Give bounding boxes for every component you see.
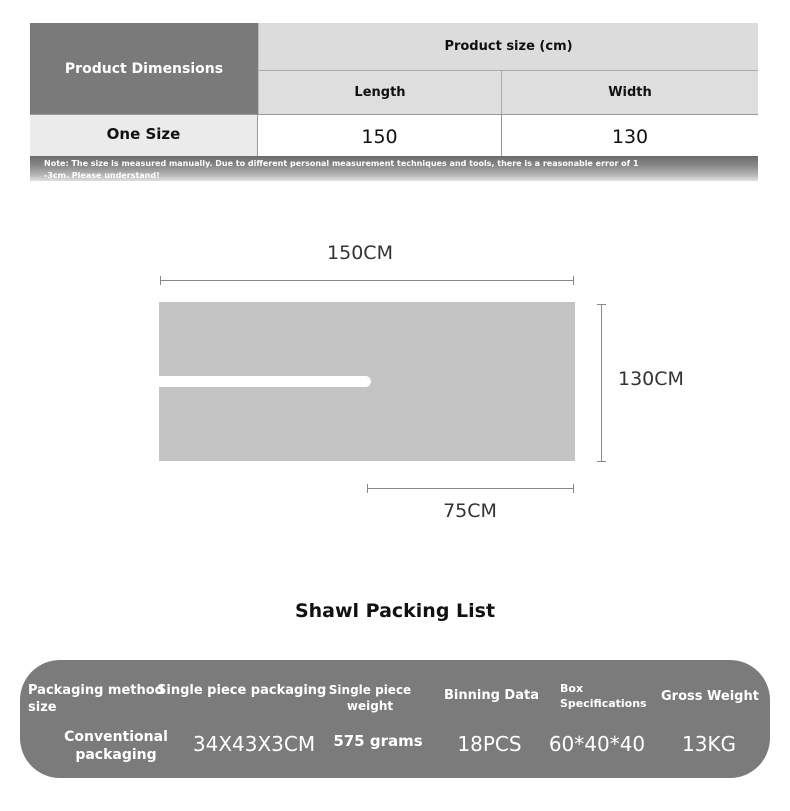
packing-list-box [20,660,770,778]
length-line-left-tick [160,276,161,285]
header-weight-line1: Single piece [328,683,412,697]
length-line-right-tick [573,276,574,285]
header-box-specifications [560,681,647,711]
one-size-row-label: One Size [30,114,258,159]
packing-list-title: Shawl Packing List [294,600,496,622]
value-packaging-method [56,728,176,764]
width-value: 130 [502,114,758,159]
width-column-header: Width [502,71,758,114]
length-column-header: Length [258,71,502,114]
value-gross-weight: 13KG [681,732,737,756]
product-size-header: Product size (cm) [258,23,758,71]
value-method-line1: Conventional [64,729,168,745]
slit-line-right-tick [573,484,574,493]
width-dimension-line [601,304,602,462]
header-gross-weight: Gross Weight [661,689,759,704]
width-dimension-label: 130CM [618,368,684,390]
note-line-2: -3cm. Please understand! [44,171,160,180]
note-line-1: Note: The size is measured manually. Due to different personal measurement techniques and tools, there is a reasonable error of 1 [44,159,639,168]
product-dimensions-header: Product Dimensions [30,23,258,114]
length-dimension-line [160,280,574,281]
slit-dimension-line [367,488,574,489]
header-single-piece-packaging: Single piece packaging [157,683,327,698]
length-value: 150 [258,114,502,159]
header-packaging-method-line2: size [28,700,57,715]
value-single-piece-weight: 575 grams [333,732,423,750]
slit-dimension-label: 75CM [443,500,497,522]
measurement-note [44,158,684,182]
shawl-slit [159,376,371,387]
header-binning-data: Binning Data [444,688,539,703]
value-method-line2: packaging [75,747,157,763]
header-weight-line2: weight [346,699,394,713]
width-line-top-tick [597,304,606,305]
header-box-line1: Box [560,682,584,695]
value-packaging-size: 34X43X3CM [192,732,316,756]
width-line-bottom-tick [597,461,606,462]
value-binning-data: 18PCS [457,732,522,756]
header-packaging-method-line1: Packaging method [28,683,164,698]
size-table [30,23,758,181]
header-box-line2: Specifications [560,697,647,710]
header-single-piece-weight [318,682,422,714]
length-dimension-label: 150CM [327,242,393,264]
value-box-specifications: 60*40*40 [548,732,646,756]
slit-line-left-tick [367,484,368,493]
header-packaging-method [28,682,164,716]
